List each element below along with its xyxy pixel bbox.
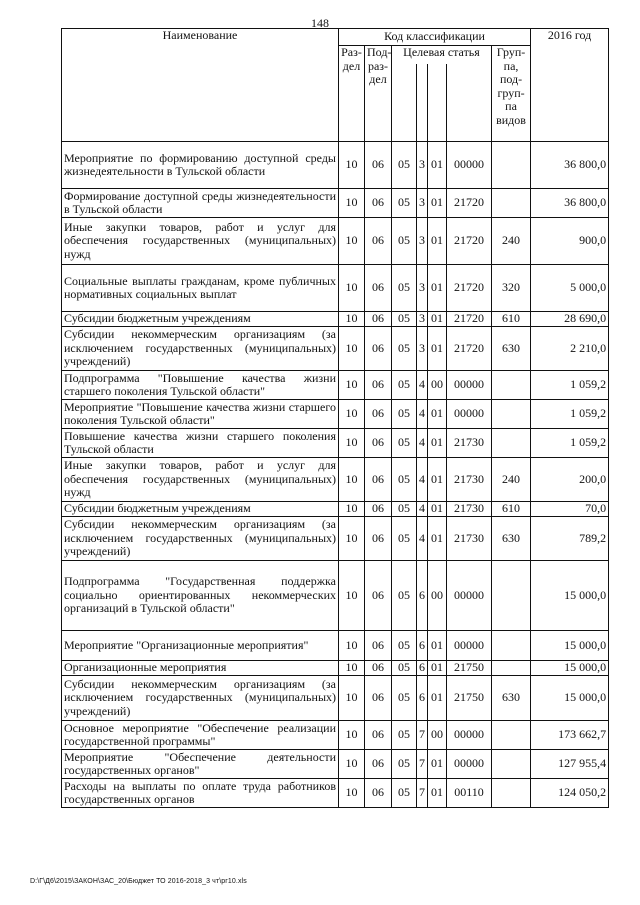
- table-row: [62, 676, 609, 721]
- row-target-subprogram: 3: [417, 189, 428, 218]
- row-target-event: 01: [428, 676, 447, 721]
- row-expense-group: 630: [492, 517, 531, 561]
- header-subsection: Под-раз-дел: [365, 46, 392, 142]
- table-row: [62, 265, 609, 312]
- row-target-program: 05: [392, 312, 417, 327]
- table-row: [62, 312, 609, 327]
- row-amount-2016: 15 000,0: [531, 561, 609, 631]
- row-name: Субсидии бюджетным учреждениям: [62, 502, 339, 517]
- row-name: Мероприятие по формированию доступной среды жизнедеятельности в Тульской области: [62, 142, 339, 189]
- page-number: 148: [311, 16, 329, 30]
- row-subsection: 06: [365, 631, 392, 661]
- row-target-subprogram: 6: [417, 631, 428, 661]
- row-target-subprogram: 7: [417, 779, 428, 808]
- row-target-event: 01: [428, 312, 447, 327]
- header-target-part: [428, 64, 447, 142]
- row-target-event: 01: [428, 502, 447, 517]
- row-name: Повышение качества жизни старшего поколения Тульской области: [62, 429, 339, 458]
- row-target-direction: 00000: [447, 142, 492, 189]
- table-header: [62, 29, 609, 142]
- row-target-program: 05: [392, 429, 417, 458]
- row-target-program: 05: [392, 371, 417, 400]
- row-subsection: 06: [365, 779, 392, 808]
- row-expense-group: 320: [492, 265, 531, 312]
- row-section: 10: [339, 458, 365, 502]
- row-target-direction: 21750: [447, 661, 492, 676]
- row-expense-group: 240: [492, 218, 531, 265]
- row-expense-group: [492, 779, 531, 808]
- row-section: 10: [339, 142, 365, 189]
- header-section: Раз-дел: [339, 46, 365, 142]
- row-amount-2016: 900,0: [531, 218, 609, 265]
- row-name: Расходы на выплаты по оплате труда работников государственных органов: [62, 779, 339, 808]
- row-target-direction: 21720: [447, 218, 492, 265]
- row-amount-2016: 28 690,0: [531, 312, 609, 327]
- row-expense-group: [492, 750, 531, 779]
- row-target-subprogram: 3: [417, 312, 428, 327]
- row-target-direction: 21720: [447, 327, 492, 371]
- row-subsection: 06: [365, 327, 392, 371]
- row-amount-2016: 173 662,7: [531, 721, 609, 750]
- row-section: 10: [339, 218, 365, 265]
- row-amount-2016: 15 000,0: [531, 676, 609, 721]
- row-target-program: 05: [392, 779, 417, 808]
- row-expense-group: 610: [492, 312, 531, 327]
- row-section: 10: [339, 779, 365, 808]
- row-amount-2016: 1 059,2: [531, 371, 609, 400]
- row-expense-group: [492, 631, 531, 661]
- row-amount-2016: 15 000,0: [531, 661, 609, 676]
- row-target-program: 05: [392, 561, 417, 631]
- table-row: [62, 750, 609, 779]
- row-target-subprogram: 4: [417, 400, 428, 429]
- row-target-program: 05: [392, 750, 417, 779]
- row-target-direction: 00110: [447, 779, 492, 808]
- row-target-program: 05: [392, 676, 417, 721]
- row-target-program: 05: [392, 142, 417, 189]
- row-target-event: 00: [428, 561, 447, 631]
- row-target-direction: 21730: [447, 429, 492, 458]
- row-target-event: 00: [428, 371, 447, 400]
- table-row: [62, 561, 609, 631]
- row-name: Мероприятие "Повышение качества жизни старшего поколения Тульской области": [62, 400, 339, 429]
- row-target-program: 05: [392, 218, 417, 265]
- row-target-direction: 21730: [447, 502, 492, 517]
- row-section: 10: [339, 265, 365, 312]
- table-row: [62, 779, 609, 808]
- row-subsection: 06: [365, 312, 392, 327]
- row-target-event: 01: [428, 142, 447, 189]
- row-expense-group: [492, 142, 531, 189]
- row-target-direction: 21730: [447, 458, 492, 502]
- row-name: Субсидии некоммерческим организациям (за исключением государственных (муниципальных) учреждений): [62, 676, 339, 721]
- row-name: Иные закупки товаров, работ и услуг для обеспечения государственных (муниципальных) нужд: [62, 218, 339, 265]
- row-subsection: 06: [365, 517, 392, 561]
- row-section: 10: [339, 750, 365, 779]
- row-subsection: 06: [365, 676, 392, 721]
- row-name: Мероприятие "Обеспечение деятельности государственных органов": [62, 750, 339, 779]
- row-name: Субсидии бюджетным учреждениям: [62, 312, 339, 327]
- row-target-event: 00: [428, 721, 447, 750]
- row-target-subprogram: 3: [417, 265, 428, 312]
- row-subsection: 06: [365, 265, 392, 312]
- row-target-program: 05: [392, 517, 417, 561]
- row-target-subprogram: 3: [417, 142, 428, 189]
- row-target-direction: 21750: [447, 676, 492, 721]
- row-target-direction: 21720: [447, 189, 492, 218]
- row-amount-2016: 1 059,2: [531, 429, 609, 458]
- table-row: [62, 661, 609, 676]
- budget-table: [61, 28, 609, 808]
- row-amount-2016: 15 000,0: [531, 631, 609, 661]
- row-expense-group: [492, 721, 531, 750]
- row-expense-group: [492, 429, 531, 458]
- row-amount-2016: 124 050,2: [531, 779, 609, 808]
- row-section: 10: [339, 371, 365, 400]
- row-target-direction: 00000: [447, 561, 492, 631]
- row-name: Социальные выплаты гражданам, кроме публичных нормативных социальных выплат: [62, 265, 339, 312]
- header-classification: Код классификации: [339, 29, 531, 46]
- row-target-subprogram: 4: [417, 458, 428, 502]
- row-target-subprogram: 7: [417, 721, 428, 750]
- table-row: [62, 218, 609, 265]
- row-target-program: 05: [392, 661, 417, 676]
- table-row: [62, 189, 609, 218]
- row-target-event: 01: [428, 400, 447, 429]
- row-target-program: 05: [392, 327, 417, 371]
- row-expense-group: 630: [492, 676, 531, 721]
- row-subsection: 06: [365, 502, 392, 517]
- row-name: Иные закупки товаров, работ и услуг для обеспечения государственных (муниципальных) нужд: [62, 458, 339, 502]
- header-year: 2016 год: [531, 29, 609, 142]
- row-section: 10: [339, 721, 365, 750]
- table-row: [62, 458, 609, 502]
- table-row: [62, 631, 609, 661]
- header-target-part: [447, 64, 492, 142]
- row-section: 10: [339, 561, 365, 631]
- row-target-program: 05: [392, 502, 417, 517]
- table-body: [62, 142, 609, 808]
- table-row: [62, 371, 609, 400]
- row-subsection: 06: [365, 458, 392, 502]
- table-row: [62, 142, 609, 189]
- row-name: Подпрограмма "Государственная поддержка социально ориентированных некоммерческих организаций в Тульской области": [62, 561, 339, 631]
- row-section: 10: [339, 189, 365, 218]
- row-subsection: 06: [365, 400, 392, 429]
- row-target-event: 01: [428, 458, 447, 502]
- row-subsection: 06: [365, 218, 392, 265]
- row-target-subprogram: 6: [417, 661, 428, 676]
- row-target-program: 05: [392, 458, 417, 502]
- row-amount-2016: 36 800,0: [531, 142, 609, 189]
- file-path-footer: D:\Г\Д6\2015\ЗАКОН\ЗАС_20\Бюджет ТО 2016-2018_3 чт\рг10.xls: [30, 878, 247, 885]
- row-target-event: 01: [428, 218, 447, 265]
- header-target-part: [417, 64, 428, 142]
- table-row: [62, 429, 609, 458]
- row-subsection: 06: [365, 721, 392, 750]
- row-target-event: 01: [428, 327, 447, 371]
- row-name: Подпрограмма "Повышение качества жизни старшего поколения Тульской области": [62, 371, 339, 400]
- row-target-subprogram: 4: [417, 502, 428, 517]
- row-subsection: 06: [365, 561, 392, 631]
- header-name: Наименование: [62, 29, 339, 142]
- row-amount-2016: 36 800,0: [531, 189, 609, 218]
- row-target-event: 01: [428, 631, 447, 661]
- row-target-event: 01: [428, 779, 447, 808]
- row-target-subprogram: 3: [417, 327, 428, 371]
- row-target-event: 01: [428, 189, 447, 218]
- header-target-part: [392, 64, 417, 142]
- table-row: [62, 400, 609, 429]
- row-subsection: 06: [365, 661, 392, 676]
- row-expense-group: [492, 400, 531, 429]
- row-target-direction: 00000: [447, 400, 492, 429]
- row-section: 10: [339, 631, 365, 661]
- row-name: Субсидии некоммерческим организациям (за исключением государственных (муниципальных) учреждений): [62, 517, 339, 561]
- row-expense-group: 610: [492, 502, 531, 517]
- row-section: 10: [339, 312, 365, 327]
- row-target-direction: 21720: [447, 265, 492, 312]
- row-expense-group: 240: [492, 458, 531, 502]
- header-group: Груп-па, под-груп-па видов: [492, 46, 531, 142]
- row-target-program: 05: [392, 721, 417, 750]
- row-section: 10: [339, 429, 365, 458]
- row-target-direction: 21730: [447, 517, 492, 561]
- row-target-direction: 00000: [447, 371, 492, 400]
- row-section: 10: [339, 400, 365, 429]
- table-row: [62, 517, 609, 561]
- row-subsection: 06: [365, 371, 392, 400]
- row-expense-group: [492, 661, 531, 676]
- row-target-subprogram: 4: [417, 371, 428, 400]
- row-subsection: 06: [365, 429, 392, 458]
- row-target-event: 01: [428, 429, 447, 458]
- row-target-direction: 00000: [447, 721, 492, 750]
- row-target-subprogram: 3: [417, 218, 428, 265]
- row-name: Субсидии некоммерческим организациям (за исключением государственных (муниципальных) учреждений): [62, 327, 339, 371]
- table-row: [62, 327, 609, 371]
- row-amount-2016: 70,0: [531, 502, 609, 517]
- row-section: 10: [339, 676, 365, 721]
- row-subsection: 06: [365, 142, 392, 189]
- row-target-program: 05: [392, 189, 417, 218]
- row-target-subprogram: 4: [417, 429, 428, 458]
- row-target-event: 01: [428, 661, 447, 676]
- row-name: Организационные мероприятия: [62, 661, 339, 676]
- row-expense-group: [492, 189, 531, 218]
- row-amount-2016: 5 000,0: [531, 265, 609, 312]
- row-target-subprogram: 6: [417, 561, 428, 631]
- row-amount-2016: 127 955,4: [531, 750, 609, 779]
- table-row: [62, 502, 609, 517]
- row-name: Основное мероприятие "Обеспечение реализации государственной программы": [62, 721, 339, 750]
- row-expense-group: [492, 561, 531, 631]
- row-target-event: 01: [428, 517, 447, 561]
- header-target-article: Целевая статья: [392, 46, 492, 64]
- row-subsection: 06: [365, 750, 392, 779]
- row-amount-2016: 789,2: [531, 517, 609, 561]
- row-target-subprogram: 7: [417, 750, 428, 779]
- table-row: [62, 721, 609, 750]
- row-target-direction: 21720: [447, 312, 492, 327]
- row-section: 10: [339, 661, 365, 676]
- row-name: Мероприятие "Организационные мероприятия": [62, 631, 339, 661]
- row-target-subprogram: 4: [417, 517, 428, 561]
- row-target-direction: 00000: [447, 631, 492, 661]
- row-expense-group: [492, 371, 531, 400]
- row-amount-2016: 200,0: [531, 458, 609, 502]
- row-target-event: 01: [428, 750, 447, 779]
- row-name: Формирование доступной среды жизнедеятельности в Тульской области: [62, 189, 339, 218]
- row-section: 10: [339, 502, 365, 517]
- row-expense-group: 630: [492, 327, 531, 371]
- row-target-event: 01: [428, 265, 447, 312]
- row-amount-2016: 2 210,0: [531, 327, 609, 371]
- row-section: 10: [339, 517, 365, 561]
- row-subsection: 06: [365, 189, 392, 218]
- row-target-program: 05: [392, 400, 417, 429]
- row-target-subprogram: 6: [417, 676, 428, 721]
- row-target-direction: 00000: [447, 750, 492, 779]
- row-target-program: 05: [392, 265, 417, 312]
- row-section: 10: [339, 327, 365, 371]
- row-amount-2016: 1 059,2: [531, 400, 609, 429]
- row-target-program: 05: [392, 631, 417, 661]
